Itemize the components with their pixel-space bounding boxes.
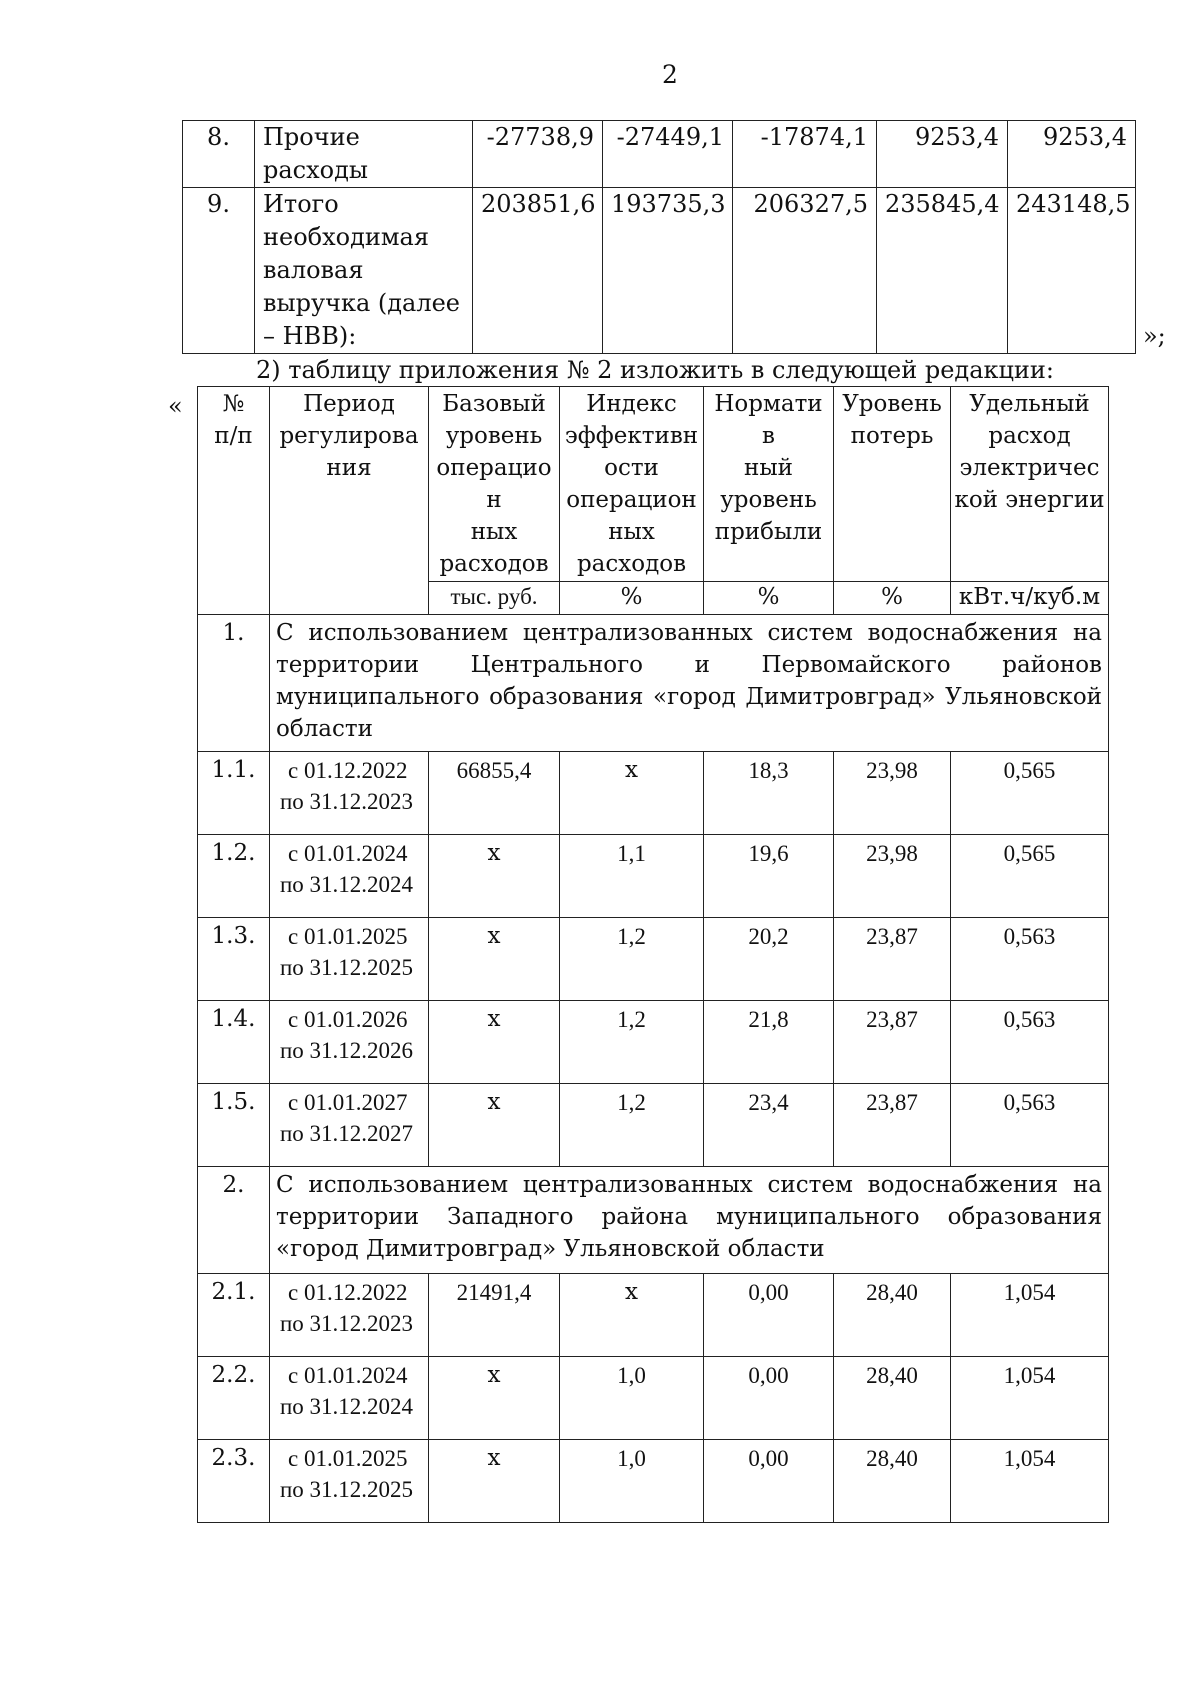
- cell-value: 243148,5: [1008, 188, 1136, 354]
- period-to: по 31.12.2023: [280, 1311, 414, 1336]
- cell-losses: 23,87: [834, 1084, 951, 1167]
- row-number: 2.1.: [198, 1274, 270, 1357]
- period-from: с 01.12.2022: [288, 1280, 408, 1305]
- period-to: по 31.12.2027: [280, 1121, 414, 1146]
- section-title: С использованием централизованных систем водоснабжения на территории Западного района муниципального образования «город Димитровград» Ульяновской области: [270, 1167, 1109, 1274]
- column-header: Базовый уровень операцио н ных расходов: [429, 387, 560, 582]
- table-row: [198, 918, 1109, 1001]
- closing-quote: »;: [1143, 322, 1166, 350]
- cell-energy: 0,563: [951, 1084, 1109, 1167]
- amendment-intro-text: 2) таблицу приложения № 2 изложить в следующей редакции:: [256, 356, 1055, 384]
- period-from: с 01.01.2025: [288, 1446, 408, 1471]
- cell-value: 193735,3: [603, 188, 733, 354]
- row-number: 1.4.: [198, 1001, 270, 1084]
- column-header: Период регулирова ния: [270, 387, 429, 615]
- table-row: [198, 1440, 1109, 1523]
- cell-index: 1,1: [560, 835, 704, 918]
- row-number: 9.: [183, 188, 255, 354]
- cell-index: 1,2: [560, 1084, 704, 1167]
- period-cell: [270, 752, 429, 835]
- opening-quote: «: [168, 392, 183, 420]
- cell-value: 9253,4: [877, 121, 1008, 188]
- row-number: 1.2.: [198, 835, 270, 918]
- table-row: [198, 1357, 1109, 1440]
- column-header: Нормати в ный уровень прибыли: [704, 387, 834, 582]
- cell-base: x: [429, 1357, 560, 1440]
- cell-index: 1,2: [560, 918, 704, 1001]
- cell-value: 203851,6: [473, 188, 603, 354]
- cell-energy: 0,563: [951, 918, 1109, 1001]
- row-number: 1.1.: [198, 752, 270, 835]
- period-from: с 01.01.2026: [288, 1007, 408, 1032]
- section-number: 2.: [198, 1167, 270, 1274]
- page-number: 2: [662, 60, 678, 89]
- cell-base: x: [429, 918, 560, 1001]
- period-from: с 01.01.2025: [288, 924, 408, 949]
- cell-losses: 23,98: [834, 752, 951, 835]
- period-from: с 01.01.2027: [288, 1090, 408, 1115]
- cell-losses: 28,40: [834, 1274, 951, 1357]
- cell-energy: 1,054: [951, 1357, 1109, 1440]
- section-row: [198, 615, 1109, 752]
- cell-losses: 23,98: [834, 835, 951, 918]
- table-header-row: [198, 387, 1109, 582]
- regulation-parameters-table: [197, 386, 1109, 1523]
- period-cell: [270, 1357, 429, 1440]
- cell-profit: 18,3: [704, 752, 834, 835]
- cell-index: 1,0: [560, 1440, 704, 1523]
- period-cell: [270, 1440, 429, 1523]
- cell-profit: 0,00: [704, 1357, 834, 1440]
- cell-value: 206327,5: [733, 188, 877, 354]
- row-number: 2.3.: [198, 1440, 270, 1523]
- expenses-table-continuation: [182, 120, 1136, 354]
- cell-index: 1,0: [560, 1357, 704, 1440]
- table-row: [198, 1001, 1109, 1084]
- column-header: Уровень потерь: [834, 387, 951, 582]
- cell-losses: 28,40: [834, 1357, 951, 1440]
- cell-profit: 0,00: [704, 1440, 834, 1523]
- column-unit: тыс. руб.: [429, 582, 560, 615]
- column-unit: %: [560, 582, 704, 615]
- period-to: по 31.12.2024: [280, 1394, 414, 1419]
- cell-value: -27738,9: [473, 121, 603, 188]
- column-unit: %: [834, 582, 951, 615]
- cell-profit: 0,00: [704, 1274, 834, 1357]
- cell-base: x: [429, 835, 560, 918]
- table-row: [198, 835, 1109, 918]
- period-cell: [270, 918, 429, 1001]
- column-unit: кВт.ч/куб.м: [951, 582, 1109, 615]
- column-header: № п/п: [198, 387, 270, 615]
- column-header: Удельный расход электричес кой энергии: [951, 387, 1109, 582]
- table-row: [183, 121, 1136, 188]
- cell-energy: 1,054: [951, 1440, 1109, 1523]
- row-number: 1.5.: [198, 1084, 270, 1167]
- column-header: Индекс эффективн ости операцион ных расходов: [560, 387, 704, 582]
- cell-energy: 0,563: [951, 1001, 1109, 1084]
- cell-index: 1,2: [560, 1001, 704, 1084]
- cell-losses: 28,40: [834, 1440, 951, 1523]
- table-row: [198, 1084, 1109, 1167]
- cell-index: x: [560, 1274, 704, 1357]
- section-row: [198, 1167, 1109, 1274]
- period-cell: [270, 1274, 429, 1357]
- table-row: [198, 1274, 1109, 1357]
- period-from: с 01.12.2022: [288, 758, 408, 783]
- period-cell: [270, 835, 429, 918]
- cell-profit: 20,2: [704, 918, 834, 1001]
- cell-base: 21491,4: [429, 1274, 560, 1357]
- period-to: по 31.12.2025: [280, 955, 414, 980]
- period-to: по 31.12.2024: [280, 872, 414, 897]
- cell-base: x: [429, 1084, 560, 1167]
- section-title: С использованием централизованных систем водоснабжения на территории Центрального и Первомайского районов муниципального образования «город Димитровград» Ульяновской области: [270, 615, 1109, 752]
- cell-value: 235845,4: [877, 188, 1008, 354]
- period-cell: [270, 1001, 429, 1084]
- section-number: 1.: [198, 615, 270, 752]
- cell-profit: 23,4: [704, 1084, 834, 1167]
- cell-profit: 21,8: [704, 1001, 834, 1084]
- row-label: Прочие расходы: [255, 121, 473, 188]
- cell-base: x: [429, 1440, 560, 1523]
- table-row: [183, 188, 1136, 354]
- period-to: по 31.12.2023: [280, 789, 414, 814]
- cell-energy: 1,054: [951, 1274, 1109, 1357]
- cell-losses: 23,87: [834, 1001, 951, 1084]
- cell-value: -17874,1: [733, 121, 877, 188]
- cell-energy: 0,565: [951, 752, 1109, 835]
- period-from: с 01.01.2024: [288, 1363, 408, 1388]
- cell-losses: 23,87: [834, 918, 951, 1001]
- table-row: [198, 752, 1109, 835]
- column-unit: %: [704, 582, 834, 615]
- row-number: 1.3.: [198, 918, 270, 1001]
- cell-base: 66855,4: [429, 752, 560, 835]
- cell-value: 9253,4: [1008, 121, 1136, 188]
- cell-energy: 0,565: [951, 835, 1109, 918]
- period-cell: [270, 1084, 429, 1167]
- cell-profit: 19,6: [704, 835, 834, 918]
- cell-base: x: [429, 1001, 560, 1084]
- row-number: 8.: [183, 121, 255, 188]
- row-number: 2.2.: [198, 1357, 270, 1440]
- period-from: с 01.01.2024: [288, 841, 408, 866]
- period-to: по 31.12.2025: [280, 1477, 414, 1502]
- cell-value: -27449,1: [603, 121, 733, 188]
- period-to: по 31.12.2026: [280, 1038, 414, 1063]
- cell-index: x: [560, 752, 704, 835]
- row-label: Итого необходимая валовая выручка (далее – НВВ):: [255, 188, 473, 354]
